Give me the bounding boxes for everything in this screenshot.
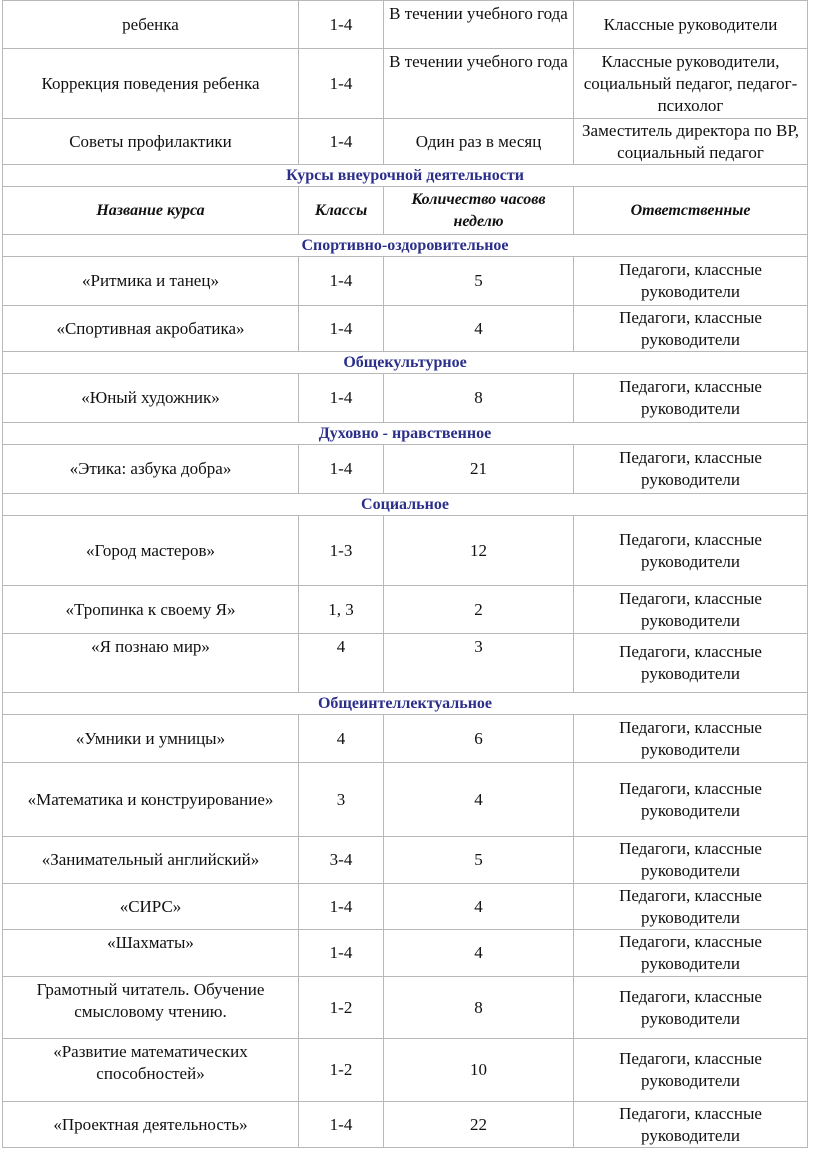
section-row xyxy=(3,494,808,516)
course-name-cell: «Ритмика и танец» xyxy=(3,257,299,306)
header-course-name: Название курса xyxy=(3,187,299,235)
section-title: Общеинтеллектуальное xyxy=(3,693,808,715)
responsible-cell: Педагоги, классные руководители xyxy=(574,1102,808,1148)
table-row xyxy=(3,1102,808,1148)
section-row xyxy=(3,423,808,445)
table-row xyxy=(3,930,808,977)
grades-cell: 1-3 xyxy=(299,516,384,586)
period-cell: В течении учебного года xyxy=(384,49,574,119)
header-row xyxy=(3,187,808,235)
header-responsible: Ответственные xyxy=(574,187,808,235)
grades-cell: 1-4 xyxy=(299,374,384,423)
event-name-cell: ребенка xyxy=(3,1,299,49)
responsible-cell: Педагоги, классные руководители xyxy=(574,884,808,930)
course-name-cell: «Умники и умницы» xyxy=(3,715,299,763)
course-name-cell: Грамотный читатель. Обучение смысловому чтению. xyxy=(3,977,299,1039)
courses-title: Курсы внеурочной деятельности xyxy=(3,165,808,187)
responsible-cell: Педагоги, классные руководители xyxy=(574,763,808,837)
section-title: Общекультурное xyxy=(3,352,808,374)
course-name-cell: «Юный художник» xyxy=(3,374,299,423)
table-row xyxy=(3,516,808,586)
header-hours: Количество часовв неделю xyxy=(384,187,574,235)
grades-cell: 1-4 xyxy=(299,119,384,165)
grades-cell: 1-4 xyxy=(299,1,384,49)
grades-cell: 1-2 xyxy=(299,977,384,1039)
grades-cell: 1, 3 xyxy=(299,586,384,634)
course-name-cell: «Тропинка к своему Я» xyxy=(3,586,299,634)
grades-cell: 1-4 xyxy=(299,884,384,930)
responsible-cell: Педагоги, классные руководители xyxy=(574,445,808,494)
courses-title-row xyxy=(3,165,808,187)
table-row xyxy=(3,1,808,49)
section-row xyxy=(3,352,808,374)
hours-cell: 12 xyxy=(384,516,574,586)
grades-cell: 1-4 xyxy=(299,257,384,306)
table-row xyxy=(3,715,808,763)
hours-cell: 2 xyxy=(384,586,574,634)
grades-cell: 4 xyxy=(299,715,384,763)
responsible-cell: Педагоги, классные руководители xyxy=(574,516,808,586)
responsible-cell: Педагоги, классные руководители xyxy=(574,634,808,693)
table-row xyxy=(3,445,808,494)
hours-cell: 10 xyxy=(384,1039,574,1102)
course-name-cell: «Математика и конструирование» xyxy=(3,763,299,837)
table-row xyxy=(3,257,808,306)
responsible-cell: Педагоги, классные руководители xyxy=(574,837,808,884)
hours-cell: 4 xyxy=(384,884,574,930)
course-name-cell: «Занимательный английский» xyxy=(3,837,299,884)
grades-cell: 1-4 xyxy=(299,306,384,352)
grades-cell: 1-2 xyxy=(299,1039,384,1102)
responsible-cell: Заместитель директора по ВР, социальный педагог xyxy=(574,119,808,165)
section-title: Духовно - нравственное xyxy=(3,423,808,445)
responsible-cell: Педагоги, классные руководители xyxy=(574,374,808,423)
section-row xyxy=(3,693,808,715)
hours-cell: 5 xyxy=(384,837,574,884)
section-title: Социальное xyxy=(3,494,808,516)
hours-cell: 8 xyxy=(384,374,574,423)
table-row xyxy=(3,374,808,423)
table-row xyxy=(3,119,808,165)
event-name-cell: Коррекция поведения ребенка xyxy=(3,49,299,119)
responsible-cell: Педагоги, классные руководители xyxy=(574,257,808,306)
period-cell: Один раз в месяц xyxy=(384,119,574,165)
grades-cell: 3 xyxy=(299,763,384,837)
table-row xyxy=(3,1039,808,1102)
hours-cell: 5 xyxy=(384,257,574,306)
course-name-cell: «Спортивная акробатика» xyxy=(3,306,299,352)
grades-cell: 1-4 xyxy=(299,445,384,494)
table-row xyxy=(3,586,808,634)
hours-cell: 22 xyxy=(384,1102,574,1148)
event-name-cell: Советы профилактики xyxy=(3,119,299,165)
table-row xyxy=(3,884,808,930)
table-row xyxy=(3,763,808,837)
course-name-cell: «СИРС» xyxy=(3,884,299,930)
section-row xyxy=(3,235,808,257)
hours-cell: 8 xyxy=(384,977,574,1039)
hours-cell: 6 xyxy=(384,715,574,763)
section-title: Спортивно-оздоровительное xyxy=(3,235,808,257)
grades-cell: 1-4 xyxy=(299,930,384,977)
table-row xyxy=(3,306,808,352)
table-row xyxy=(3,634,808,693)
activities-table xyxy=(2,0,808,1148)
course-name-cell: «Город мастеров» xyxy=(3,516,299,586)
course-name-cell: «Этика: азбука добра» xyxy=(3,445,299,494)
hours-cell: 21 xyxy=(384,445,574,494)
responsible-cell: Педагоги, классные руководители xyxy=(574,306,808,352)
hours-cell: 4 xyxy=(384,930,574,977)
header-grades: Классы xyxy=(299,187,384,235)
grades-cell: 4 xyxy=(299,634,384,693)
grades-cell: 1-4 xyxy=(299,1102,384,1148)
responsible-cell: Педагоги, классные руководители xyxy=(574,977,808,1039)
table-row xyxy=(3,837,808,884)
course-name-cell: «Проектная деятельность» xyxy=(3,1102,299,1148)
responsible-cell: Классные руководители xyxy=(574,1,808,49)
table-row xyxy=(3,977,808,1039)
hours-cell: 3 xyxy=(384,634,574,693)
table-row xyxy=(3,49,808,119)
hours-cell: 4 xyxy=(384,763,574,837)
course-name-cell: «Шахматы» xyxy=(3,930,299,977)
hours-cell: 4 xyxy=(384,306,574,352)
responsible-cell: Педагоги, классные руководители xyxy=(574,715,808,763)
course-name-cell: «Развитие математических способностей» xyxy=(3,1039,299,1102)
responsible-cell: Классные руководители, социальный педагог, педагог-психолог xyxy=(574,49,808,119)
responsible-cell: Педагоги, классные руководители xyxy=(574,586,808,634)
period-cell: В течении учебного года xyxy=(384,1,574,49)
responsible-cell: Педагоги, классные руководители xyxy=(574,1039,808,1102)
grades-cell: 1-4 xyxy=(299,49,384,119)
course-name-cell: «Я познаю мир» xyxy=(3,634,299,693)
grades-cell: 3-4 xyxy=(299,837,384,884)
responsible-cell: Педагоги, классные руководители xyxy=(574,930,808,977)
